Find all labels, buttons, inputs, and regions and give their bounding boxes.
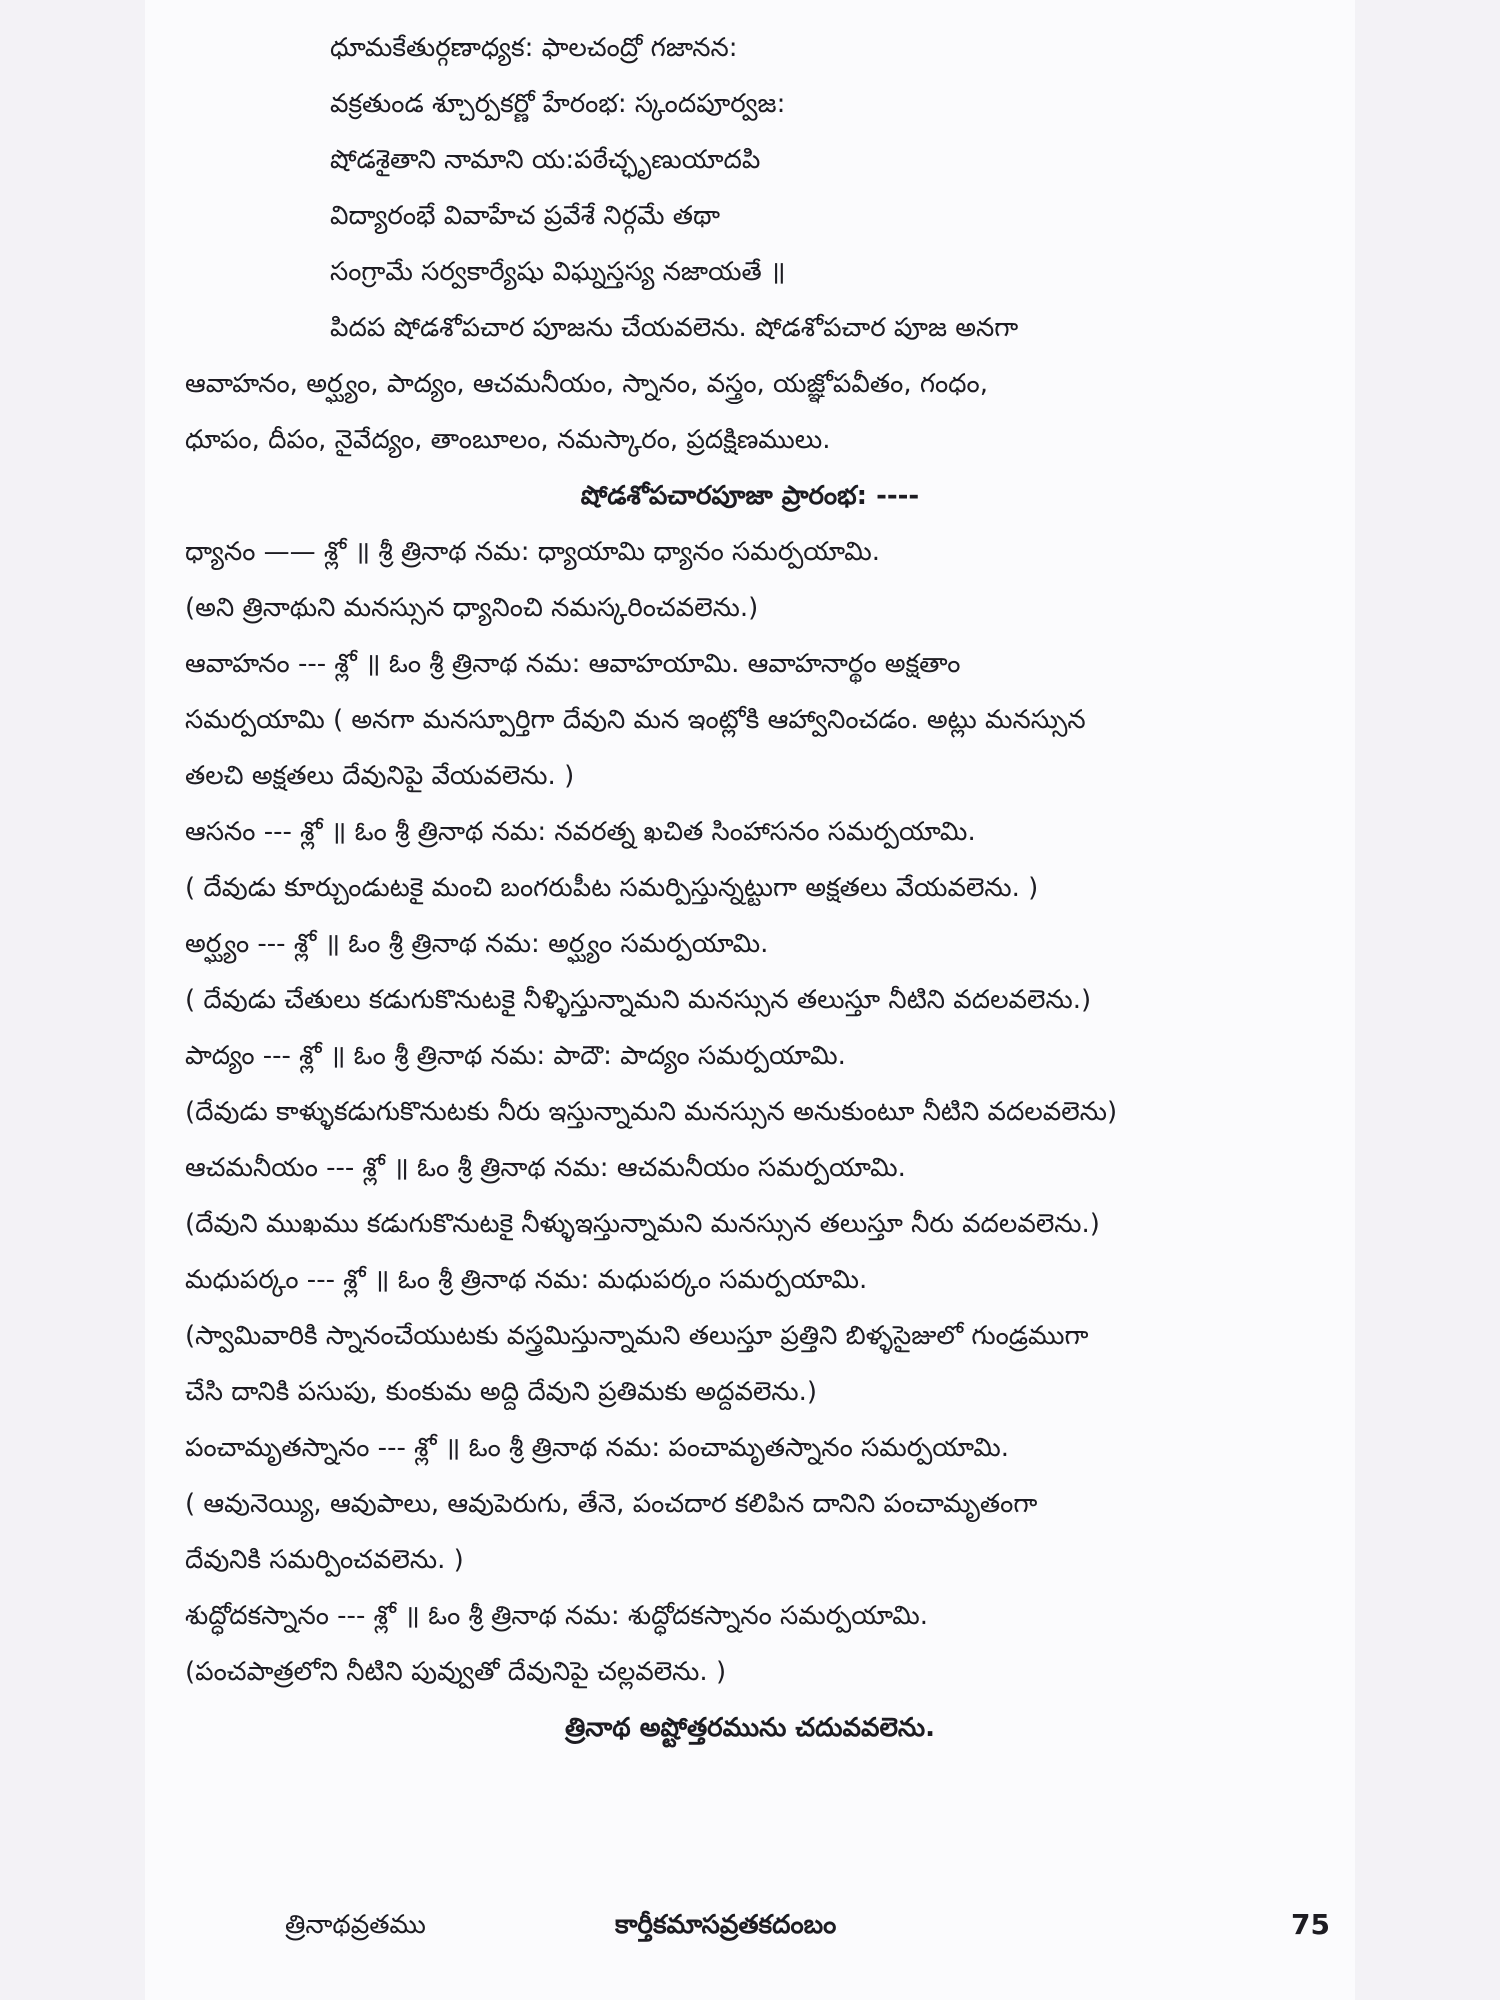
dhyanam-line: ధ్యానం —— శ్లో ॥ శ్రీ త్రినాథ నమ: ధ్యాయామి ధ్యానం సమర్పయామి.: [185, 537, 881, 567]
avahanam-note-1: సమర్పయామి ( అనగా మనస్పూర్తిగా దేవుని మన ఇంట్లోకి ఆహ్వానించడం. అట్లు మనస్సున: [185, 705, 1086, 735]
asanam-line: ఆసనం --- శ్లో ॥ ఓం శ్రీ త్రినాథ నమ: నవరత్న ఖచిత సింహాసనం సమర్పయామి.: [185, 817, 976, 847]
panchamrutha-note-1: ( ఆవునెయ్యి, ఆవుపాలు, ఆవుపెరుగు, తేనె, పంచదార కలిపిన దానిని పంచామృతంగా: [185, 1489, 1038, 1519]
footer-book-title: త్రినాథవ్రతము: [285, 1910, 426, 1940]
verse-line-2: వక్రతుండ శ్చూర్పకర్ణో హేరంభ: స్కందపూర్వజ:: [330, 89, 786, 119]
section-heading: షోడశోపచారపూజా ప్రారంభ: ----: [580, 481, 920, 511]
asanam-note: ( దేవుడు కూర్చుండుటకై మంచి బంగరుపీట సమర్పిస్తున్నట్టుగా అక్షతలు వేయవలెను. ): [185, 873, 1039, 903]
page-number: 75: [1291, 1908, 1330, 1941]
verse-line-5: సంగ్రామే సర్వకార్యేషు విఘ్నస్తస్య నజాయతే ॥: [330, 257, 786, 287]
avahanam-line: ఆవాహనం --- శ్లో ॥ ఓం శ్రీ త్రినాథ నమ: ఆవాహయామి. ఆవాహనార్థం అక్షతాం: [185, 649, 961, 679]
madhuparkam-note-1: (స్వామివారికి స్నానంచేయుటకు వస్త్రమిస్తున్నామని తలుస్తూ ప్రత్తిని బిళ్ళసైజులో గుండ్రముగా: [185, 1321, 1089, 1351]
achamaniyam-note: (దేవుని ముఖము కడుగుకొనుటకై నీళ్ళుఇస్తున్నామని మనస్సున తలుస్తూ నీరు వదలవలెను.): [185, 1209, 1100, 1239]
madhuparkam-line: మధుపర్కం --- శ్లో ॥ ఓం శ్రీ త్రినాథ నమ: మధుపర్కం సమర్పయామి.: [185, 1265, 868, 1295]
panchamrutha-line: పంచామృతస్నానం --- శ్లో ॥ ఓం శ్రీ త్రినాథ నమ: పంచామృతస్నానం సమర్పయామి.: [185, 1433, 1009, 1463]
arghyam-note: ( దేవుడు చేతులు కడుగుకొనుటకై నీళ్ళిస్తున్నామని మనస్సున తలుస్తూ నీటిని వదలవలెను.): [185, 985, 1092, 1015]
verse-line-3: షోడశైతాని నామాని య:పఠేచ్ఛృణుయాదపి: [330, 145, 761, 175]
madhuparkam-note-2: చేసి దానికి పసుపు, కుంకుమ అద్ది దేవుని ప్రతిమకు అద్దవలెను.): [185, 1377, 818, 1407]
verse-line-1: ధూమకేతుర్గణాధ్యక: ఫాలచంద్రో గజానన:: [330, 33, 738, 63]
achamaniyam-line: ఆచమనీయం --- శ్లో ॥ ఓం శ్రీ త్రినాథ నమ: ఆచమనీయం సమర్పయామి.: [185, 1153, 906, 1183]
padyam-note: (దేవుడు కాళ్ళుకడుగుకొనుటకు నీరు ఇస్తున్నామని మనస్సున అనుకుంటూ నీటిని వదలవలెను): [185, 1097, 1118, 1127]
footer-collection-title: కార్తీకమాసవ్రతకదంబం: [615, 1910, 837, 1940]
panchamrutha-note-2: దేవునికి సమర్పించవలెను. ): [185, 1545, 464, 1575]
shuddhodaka-line: శుద్ధోదకస్నానం --- శ్లో ॥ ఓం శ్రీ త్రినాథ నమ: శుద్ధోదకస్నానం సమర్పయామి.: [185, 1601, 928, 1631]
page-footer: [285, 1900, 1370, 1950]
intro-line-2: ఆవాహనం, అర్ఘ్యం, పాద్యం, ఆచమనీయం, స్నానం, వస్త్రం, యజ్ఞోపవీతం, గంధం,: [185, 369, 988, 399]
padyam-line: పాద్యం --- శ్లో ॥ ఓం శ్రీ త్రినాథ నమ: పాదౌ: పాద్యం సమర్పయామి.: [185, 1041, 846, 1071]
arghyam-line: అర్ఘ్యం --- శ్లో ॥ ఓం శ్రీ త్రినాథ నమ: అర్ఘ్యం సమర్పయామి.: [185, 929, 769, 959]
verse-line-4: విద్యారంభే వివాహేచ ప్రవేశే నిర్గమే తథా: [330, 201, 721, 231]
dhyanam-note: (అని త్రినాథుని మనస్సున ధ్యానించి నమస్కరించవలెను.): [185, 593, 759, 623]
intro-line-1: పిదప షోడశోపచార పూజను చేయవలెను. షోడశోపచార పూజ అనగా: [330, 313, 1019, 343]
avahanam-note-2: తలచి అక్షతలు దేవునిపై వేయవలెను. ): [185, 761, 575, 791]
shuddhodaka-note: (పంచపాత్రలోని నీటిని పువ్వుతో దేవునిపై చల్లవలెను. ): [185, 1657, 727, 1687]
closing-instruction: త్రినాథ అష్టోత్తరమును చదువవలెను.: [564, 1713, 936, 1743]
intro-line-3: ధూపం, దీపం, నైవేద్యం, తాంబూలం, నమస్కారం, ప్రదక్షిణములు.: [185, 425, 831, 455]
